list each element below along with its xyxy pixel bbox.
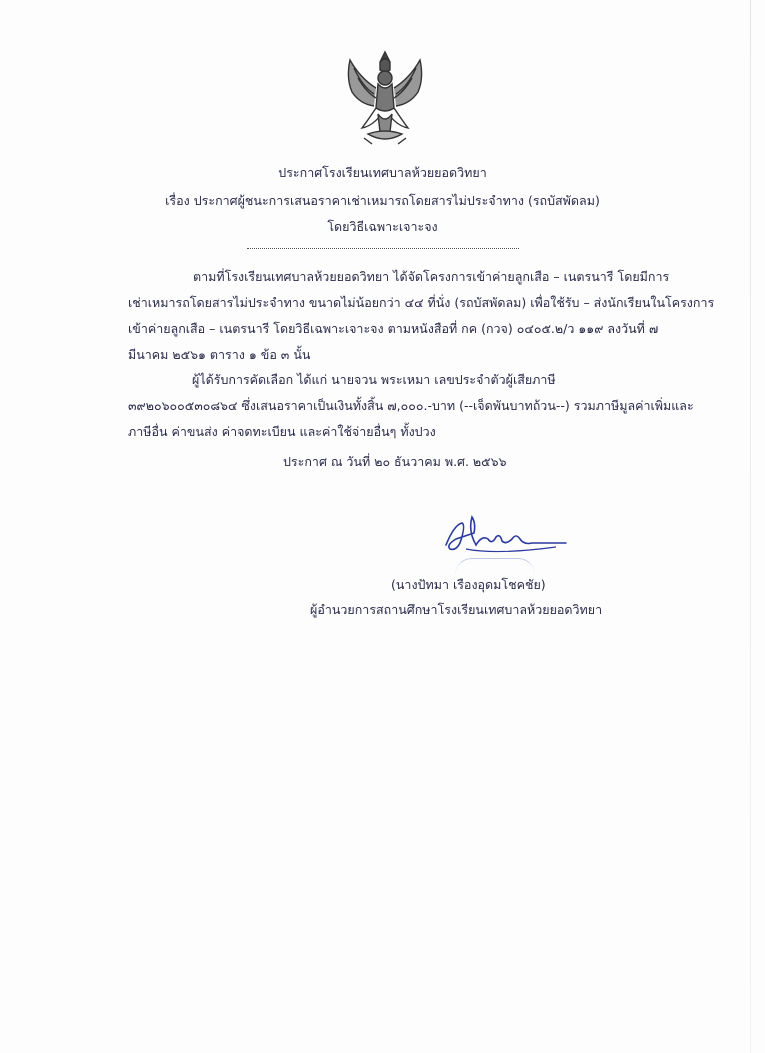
paragraph-1-line-4: มีนาคม ๒๕๖๑ ตาราง ๑ ข้อ ๓ นั้น	[128, 347, 311, 362]
announcement-method: โดยวิธีเฉพาะเจาะจง	[327, 219, 438, 234]
page-edge	[750, 0, 751, 1053]
announcement-title: ประกาศโรงเรียนเทศบาลห้วยยอดวิทยา	[278, 165, 487, 180]
dotted-divider	[247, 248, 519, 249]
faint-stamp-mark	[455, 558, 535, 575]
paragraph-2-line-1: ผู้ได้รับการคัดเลือก ได้แก่ นายจวน พระเหมา เลขประจำตัวผู้เสียภาษี	[192, 372, 556, 387]
paragraph-1-line-2: เช่าเหมารถโดยสารไม่ประจำทาง ขนาดไม่น้อยกว่า ๔๔ ที่นั่ง (รถบัสพัดลม) เพื่อใช้รับ – ส่งนักเรียนในโครงการ	[128, 295, 715, 310]
paragraph-1-line-3: เข้าค่ายลูกเสือ – เนตรนารี โดยวิธีเฉพาะเจาะจง ตามหนังสือที่ กค (กวจ) ๐๔๐๕.๒/ว ๑๑๙ ลงวันที่ ๗	[128, 321, 659, 336]
paragraph-2-line-3: ภาษีอื่น ค่าขนส่ง ค่าจดทะเบียน และค่าใช้จ่ายอื่นๆ ทั้งปวง	[128, 424, 436, 439]
handwritten-signature	[436, 505, 576, 565]
paragraph-2-line-2: ๓๙๒๐๖๐๐๕๓๐๘๖๔ ซึ่งเสนอราคาเป็นเงินทั้งสิ้น ๗,๐๐๐.-บาท (--เจ็ดพันบาทถ้วน--) รวมภาษีมูลค่าเพิ่มและ	[128, 398, 694, 413]
announcement-subject: เรื่อง ประกาศผู้ชนะการเสนอราคาเช่าเหมารถโดยสารไม่ประจำทาง (รถบัสพัดลม)	[165, 193, 600, 208]
garuda-emblem-icon	[340, 48, 430, 146]
announcement-date: ประกาศ ณ วันที่ ๒๐ ธันวาคม พ.ศ. ๒๕๖๖	[283, 454, 507, 469]
paragraph-1-line-1: ตามที่โรงเรียนเทศบาลห้วยยอดวิทยา ได้จัดโครงการเข้าค่ายลูกเสือ – เนตรนารี โดยมีการ	[193, 269, 670, 284]
signatory-position: ผู้อำนวยการสถานศึกษาโรงเรียนเทศบาลห้วยยอดวิทยา	[310, 602, 603, 617]
signatory-name: (นางปัทมา เรืองอุดมโชคชัย)	[391, 577, 546, 592]
